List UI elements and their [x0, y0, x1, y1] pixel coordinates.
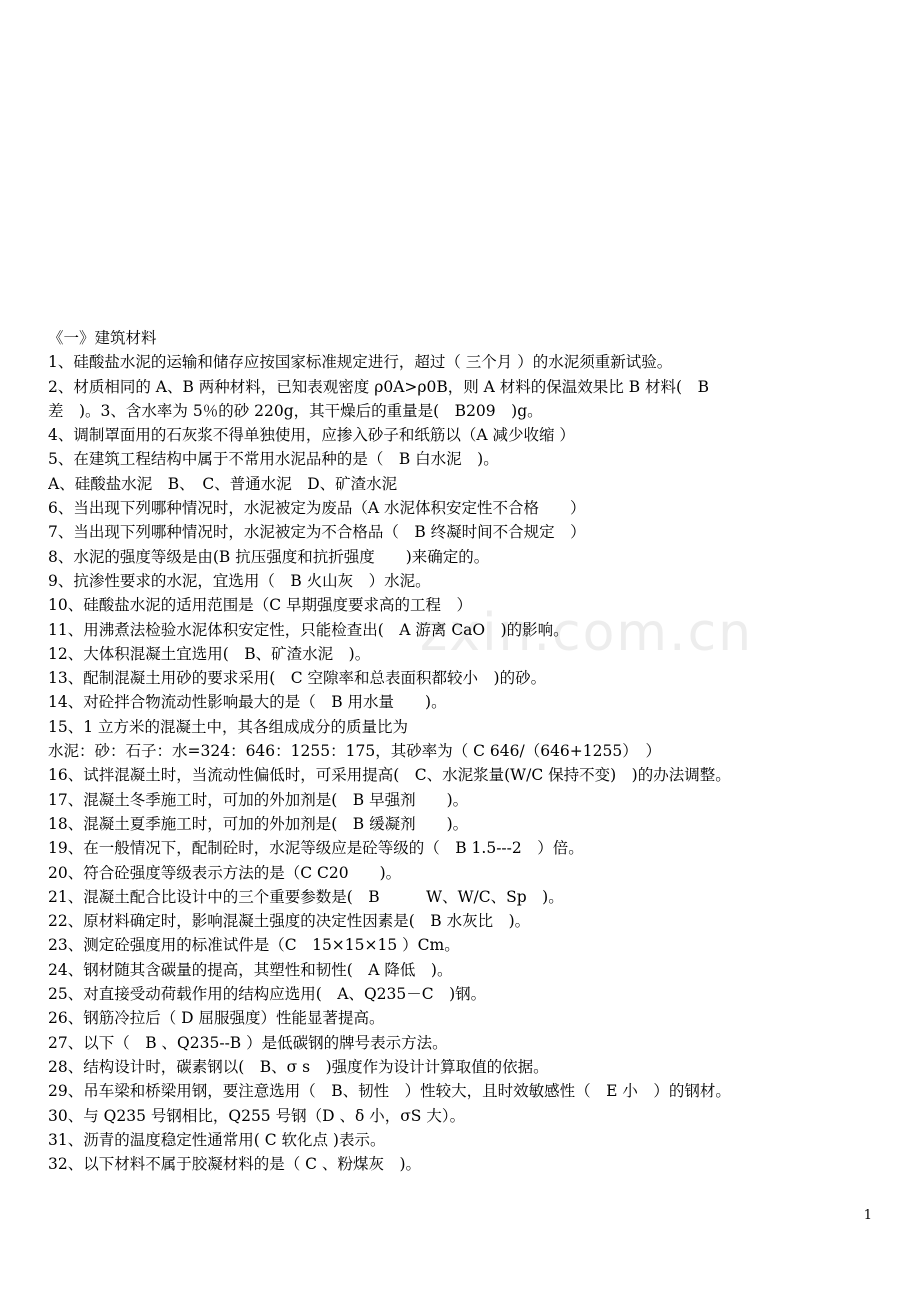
page-number: 1 [863, 1208, 872, 1223]
question-line: 17、混凝土冬季施工时，可加的外加剂是( B 早强剂 )。 [48, 790, 469, 809]
question-line: 30、与 Q235 号钢相比，Q255 号钢（D 、δ 小，σS 大）。 [48, 1106, 466, 1125]
question-line: 19、在一般情况下，配制砼时，水泥等级应是砼等级的（ B 1.5---2 ）倍。 [48, 839, 584, 858]
question-line: 5、在建筑工程结构中属于不常用水泥品种的是（ B 白水泥 )。 [48, 450, 499, 469]
question-line: 1、硅酸盐水泥的运输和储存应按国家标准规定进行，超过（ 三个月 ）的水泥须重新试验。 [48, 353, 673, 372]
question-line: 12、大体积混凝土宜选用( B、矿渣水泥 )。 [48, 644, 371, 663]
question-line: 31、沥青的温度稳定性通常用( C 软化点 )表示。 [48, 1130, 386, 1149]
document-body [48, 326, 878, 1176]
question-line: 2、材质相同的 A、B 两种材料，已知表观密度 ρ0A>ρ0B，则 A 材料的保温效果比 B 材料( B [48, 377, 709, 396]
question-line: 22、原材料确定时，影响混凝土强度的决定性因素是( B 水灰比 )。 [48, 912, 531, 931]
question-line: 4、调制罩面用的石灰浆不得单独使用，应掺入砂子和纸筋以（A 减少收缩 ） [48, 426, 575, 445]
question-line: 25、对直接受动荷载作用的结构应选用( A、Q235－C )钢。 [48, 985, 487, 1004]
question-line: 7、当出现下列哪种情况时，水泥被定为不合格品（ B 终凝时间不合规定 ） [48, 523, 586, 542]
question-line: 29、吊车梁和桥梁用钢，要注意选用（ B、韧性 ）性较大，且时效敏感性（ E 小 ）的钢材。 [48, 1082, 731, 1101]
question-line: 26、钢筋冷拉后（ D 屈服强度）性能显著提高。 [48, 1009, 385, 1028]
question-line: 27、以下（ B 、Q235--B ）是低碳钢的牌号表示方法。 [48, 1033, 448, 1052]
question-line: 24、钢材随其含碳量的提高，其塑性和韧性( A 降低 )。 [48, 960, 453, 979]
question-line: 32、以下材料不属于胶凝材料的是（ C 、粉煤灰 )。 [48, 1155, 421, 1174]
section-title: 《一》建筑材料 [48, 329, 157, 347]
question-line: 13、配制混凝土用砂的要求采用( C 空隙率和总表面积都较小 )的砂。 [48, 669, 547, 688]
question-line: 23、测定砼强度用的标准试件是（C 15×15×15 ）Cm。 [48, 936, 460, 955]
question-line: 16、试拌混凝土时，当流动性偏低时，可采用提高( C、水泥浆量(W/C 保持不变) )的办法调整。 [48, 766, 731, 785]
question-line: 水泥：砂：石子：水=324：646：1255：175，其砂率为（ C 646/（646+1255） ） [48, 742, 661, 761]
question-line: 6、当出现下列哪种情况时，水泥被定为废品（A 水泥体积安定性不合格 ） [48, 499, 586, 518]
question-line: 14、对砼拌合物流动性影响最大的是（ B 用水量 )。 [48, 693, 447, 712]
question-line: 8、水泥的强度等级是由(B 抗压强度和抗折强度 )来确定的。 [48, 547, 490, 566]
question-line: 15、1 立方米的混凝土中，其各组成成分的质量比为 [48, 717, 409, 736]
watermark: zxin.com.cn [420, 603, 754, 663]
question-line: 18、混凝土夏季施工时，可加的外加剂是( B 缓凝剂 )。 [48, 814, 469, 833]
question-line: A、硅酸盐水泥 B、 C、普通水泥 D、矿渣水泥 [48, 474, 398, 493]
question-line: 差 )。3、含水率为 5％的砂 220g，其干燥后的重量是( B209 )g。 [48, 401, 543, 420]
question-line: 11、用沸煮法检验水泥体积安定性，只能检查出( A 游离 CaO )的影响。 [48, 620, 569, 639]
question-line: 20、符合砼强度等级表示方法的是（C C20 )。 [48, 863, 402, 882]
question-line: 10、硅酸盐水泥的适用范围是（C 早期强度要求高的工程 ） [48, 596, 473, 615]
question-line: 21、混凝土配合比设计中的三个重要参数是( B W、W/C、Sp )。 [48, 887, 564, 906]
question-line: 9、抗渗性要求的水泥，宜选用（ B 火山灰 ）水泥。 [48, 571, 431, 590]
question-line: 28、结构设计时，碳素钢以( B、σ s )强度作为设计计算取值的依据。 [48, 1057, 549, 1076]
